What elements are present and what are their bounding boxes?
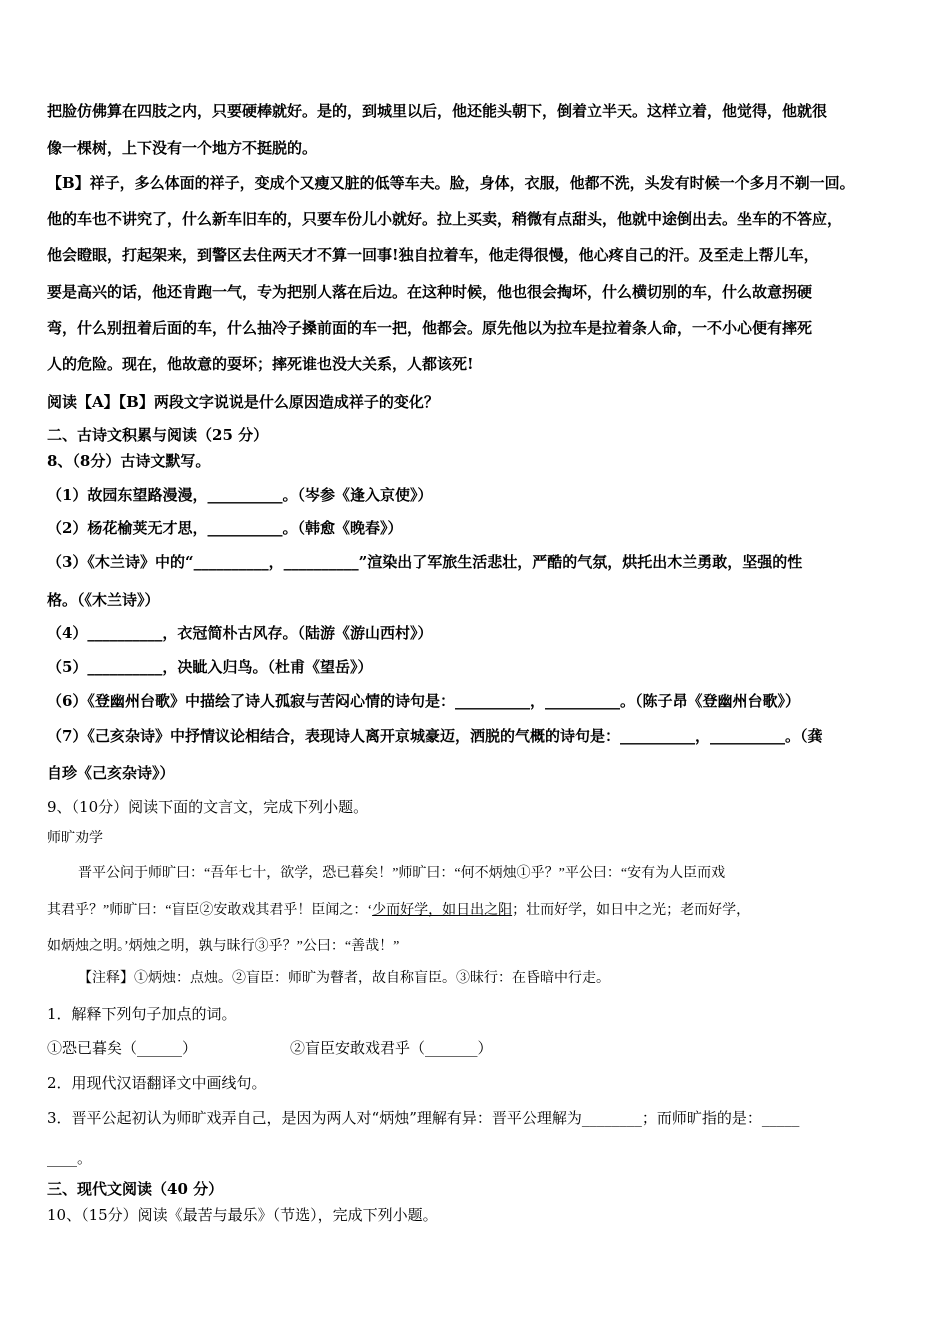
passage-b-line-2: 他的车也不讲究了，什么新车旧车的，只要车份儿小就好。拉上买卖，稍微有点甜头，他就中途倒出去。坐车的不答应， [47, 210, 843, 228]
q8-item-3: （3）《木兰诗》中的“__________，__________”渲染出了军旅生活悲壮，严酷的气氛，烘托出木兰勇敢，坚强的性 [47, 553, 803, 571]
q9-text-line-2-end: ；壮而好学，如日中之光；老而好学， [512, 903, 751, 918]
q8-item-1: （1）故园东望路漫漫，__________。（岑参《逢入京使》） [47, 486, 433, 504]
q10-title: 10、（15分）阅读《最苦与最乐》（节选），完成下列小题。 [47, 1206, 438, 1224]
q9-text-line-2 [47, 901, 750, 921]
q8-item-4: （4）__________，衣冠简朴古风存。（陆游《游山西村》） [47, 624, 433, 642]
passage-b-line-3: 他会瞪眼，打起架来，到警区去住两天才不算一回事!独自拉着车，他走得很慢，他心疼自己的汗。及至走上帮儿车， [47, 246, 819, 264]
passage-b-line-4: 要是高兴的话，他还肯跑一气，专为把别人落在后边。在这种时候，他也很会掏坏，什么横切别的车，什么故意拐硬 [47, 283, 813, 301]
section-3-title: 三、现代文阅读（40 分） [47, 1180, 224, 1198]
q8-item-6: （6）《登幽州台歌》中描绘了诗人孤寂与苦闷心情的诗句是：__________，__________。（陈子昂《登幽州台歌》） [47, 692, 800, 710]
q9-sub1-b: ②盲臣安敢戏君乎（_______） [290, 1039, 493, 1057]
passage-question: 阅读【A】【B】两段文字说说是什么原因造成祥子的变化？ [47, 393, 439, 411]
q9-note: 【注释】①炳烛：点烛。②盲臣：师旷为瞽者，故自称盲臣。③昧行：在昏暗中行走。 [78, 971, 610, 986]
q9-sub1-a: ①恐已暮矣（______） [47, 1039, 198, 1057]
q8-item-5: （5）__________，决眦入归鸟。（杜甫《望岳》） [47, 658, 373, 676]
q9-title: 9、（10分）阅读下面的文言文，完成下列小题。 [47, 798, 369, 816]
section-2-title: 二、古诗文积累与阅读（25 分） [47, 426, 269, 444]
q9-text-line-3: 如炳烛之明。’炳烛之明，孰与昧行③乎？”公曰：“善哉！” [47, 939, 400, 954]
q9-sub1: 1．解释下列句子加点的词。 [47, 1005, 237, 1023]
q8-item-2: （2）杨花榆荚无才思，__________。（韩愈《晚春》） [47, 519, 403, 537]
q8-item-7: （7）《己亥杂诗》中抒情议论相结合，表现诗人离开京城豪迈，洒脱的气概的诗句是：__________，__________。（龚 [47, 727, 823, 745]
passage-a-line-1: 把脸仿佛算在四肢之内，只要硬棒就好。是的，到城里以后，他还能头朝下，倒着立半天。这样立着，他觉得，他就很 [47, 102, 828, 120]
q9-text-line-1: 晋平公问于师旷曰：“吾年七十，欲学，恐已暮矣！”师旷曰：“何不炳烛①乎？”平公曰：“安有为人臣而戏 [78, 866, 726, 881]
underlined-sentence: 少而好学，如日出之阳 [372, 903, 513, 918]
q9-sub3: 3．晋平公起初认为师旷戏弄自己，是因为两人对“炳烛”理解有异：晋平公理解为________；而师旷指的是：_____ [47, 1109, 800, 1127]
q8-item-7-cont: 自珍《己亥杂诗》） [47, 764, 175, 782]
q8-item-3-cont: 格。（《木兰诗》） [47, 591, 160, 609]
passage-b-line-5: 弯，什么别扭着后面的车，什么抽冷子搡前面的车一把，他都会。原先他以为拉车是拉着条人命，一不小心便有摔死 [47, 319, 813, 337]
q9-passage-title: 师旷劝学 [47, 831, 103, 846]
q9-sub2: 2．用现代汉语翻译文中画线句。 [47, 1074, 267, 1092]
passage-b-line-1: 【B】祥子，多么体面的祥子，变成个又瘦又脏的低等车夫。脸，身体，衣服，他都不洗，头发有时候一个多月不剃一回。 [47, 174, 855, 192]
q9-sub3-cont: ____。 [47, 1149, 93, 1167]
q8-title: 8、（8分）古诗文默写。 [47, 452, 211, 470]
passage-b-line-6: 人的危险。现在，他故意的耍坏；摔死谁也没大关系，人都该死! [47, 355, 474, 373]
q9-text-line-2-start: 其君乎？”师旷曰：“盲臣②安敢戏其君乎！臣闻之：‘ [47, 903, 373, 918]
passage-a-line-2: 像一棵树，上下没有一个地方不挺脱的。 [47, 139, 318, 157]
